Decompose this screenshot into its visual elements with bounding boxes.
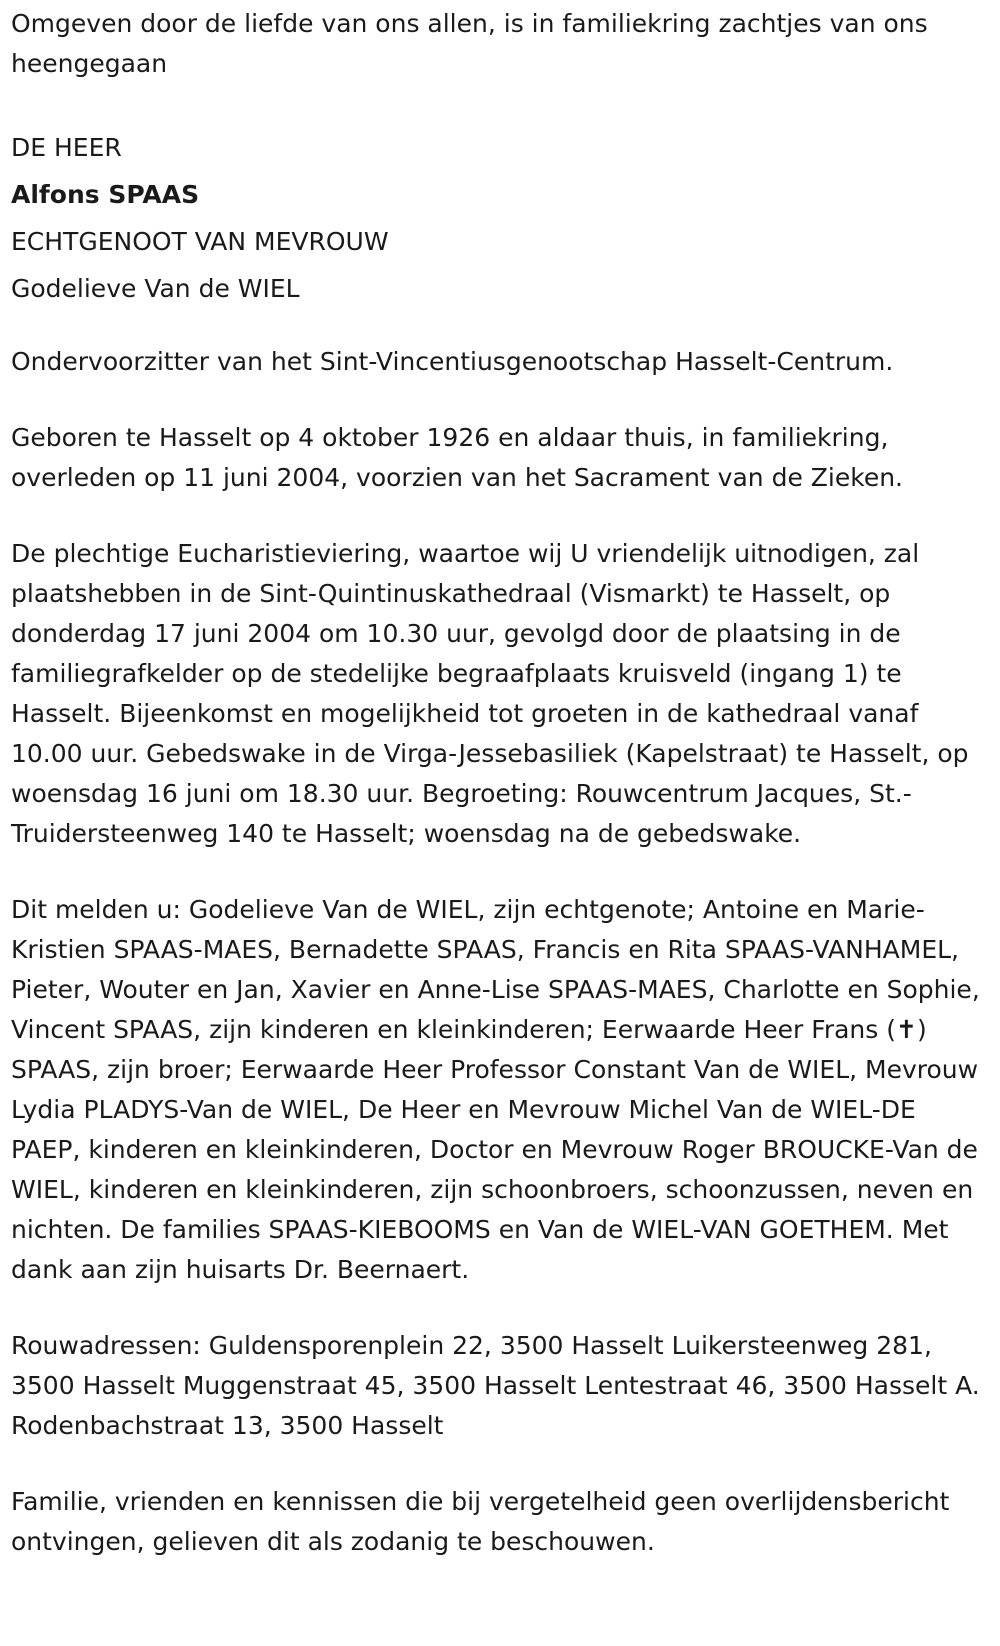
ceremony-text: De plechtige Eucharistieviering, waartoe wij U vriendelijk uitnodigen, zal plaatshebben in de Sint-Quintinuskathedraal (Vismarkt) te Hasselt, op donderdag 17 juni 2004 om 10.30 uur, gevolgd door de plaatsing in de familiegrafkelder op de stedelijke begraafplaats kruisveld (ingang 1) te Hasselt. Bijeenkomst en mogelijkheid tot groeten in de kathedraal vanaf 10.00 uur. Gebedswake in de Virga-Jessebasiliek (Kapelstraat) te Hasselt, op woensdag 16 juni om 18.30 uur. Begroeting: Rouwcentrum Jacques, St.-Truidersteenweg 140 te Hasselt; woensdag na de gebedswake. xyxy=(11,539,969,848)
title-line: DE HEER xyxy=(11,133,122,162)
closing-text: Familie, vrienden en kennissen die bij vergetelheid geen overlijdensbericht ontvingen, gelieven dit als zodanig te beschouwen. xyxy=(11,1487,950,1556)
spacer xyxy=(11,382,980,418)
family-text: Dit melden u: Godelieve Van de WIEL, zijn echtgenote; Antoine en Marie-Kristien SPAAS-MAES, Bernadette SPAAS, Francis en Rita SPAAS-VANHAMEL, Pieter, Wouter en Jan, Xavier en Anne-Lise SPAAS-MAES, Charlotte en Sophie, Vincent SPAAS, zijn kinderen en kleinkinderen; Eerwaarde Heer Frans (✝) SPAAS, zijn broer; Eerwaarde Heer Professor Constant Van de WIEL, Mevrouw Lydia PLADYS-Van de WIEL, De Heer en Mevrouw Michel Van de WIEL-DE PAEP, kinderen en kleinkinderen, Doctor en Mevrouw Roger BROUCKE-Van de WIEL, kinderen en kleinkinderen, zijn schoonbroers, schoonzussen, neven en nichten. De families SPAAS-KIEBOOMS en Van de WIEL-VAN GOETHEM. Met dank aan zijn huisarts Dr. Beernaert. xyxy=(11,895,980,1284)
birth-death-text: Geboren te Hasselt op 4 oktober 1926 en aldaar thuis, in familiekring, overleden op 11 juni 2004, voorzien van het Sacrament van de Zieken. xyxy=(11,423,903,492)
spacer xyxy=(11,498,980,534)
spouse-label: ECHTGENOOT VAN MEVROUW xyxy=(11,227,389,256)
spouse-name: Godelieve Van de WIEL xyxy=(11,274,300,303)
role-text: Ondervoorzitter van het Sint-Vincentiusgenootschap Hasselt-Centrum. xyxy=(11,347,894,376)
spacer xyxy=(11,1290,980,1326)
spacer xyxy=(11,854,980,890)
intro-text: Omgeven door de liefde van ons allen, is in familiekring zachtjes van ons heengegaan xyxy=(11,9,928,78)
addresses-text: Rouwadressen: Guldensporenplein 22, 3500 Hasselt Luikersteenweg 281, 3500 Hasselt Muggenstraat 45, 3500 Hasselt Lentestraat 46, 3500 Hasselt A. Rodenbachstraat 13, 3500 Hasselt xyxy=(11,1331,980,1440)
spacer xyxy=(11,1446,980,1482)
deceased-name: Alfons SPAAS xyxy=(11,180,200,209)
spacer xyxy=(11,312,980,342)
spacer xyxy=(11,84,980,124)
